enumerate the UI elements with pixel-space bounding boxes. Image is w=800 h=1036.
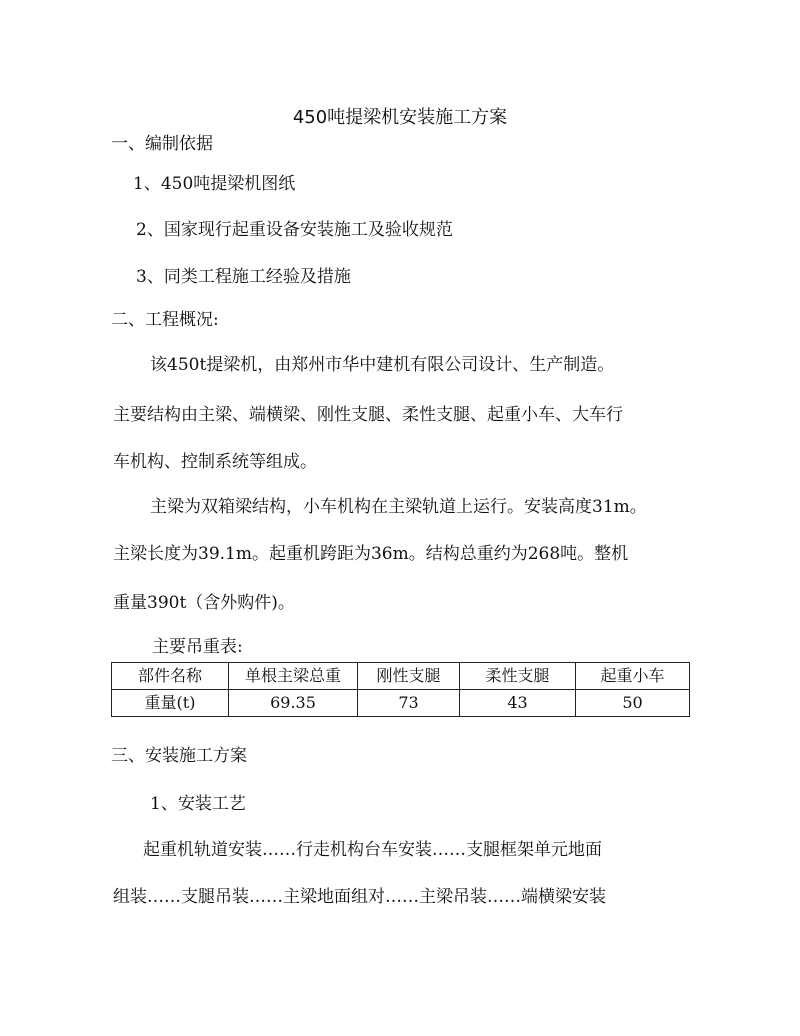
table-header-cell: 起重小车: [576, 663, 690, 690]
overview-paragraph-2-line-1: 主梁为双箱梁结构，小车机构在主梁轨道上运行。安装高度31m。: [150, 497, 647, 517]
section-3-heading: 三、安装施工方案: [111, 746, 247, 766]
table-cell: 重量(t): [112, 690, 229, 717]
document-title: 450吨提梁机安装施工方案: [292, 107, 508, 128]
overview-paragraph-1-line-1: 该450t提梁机，由郑州市华中建机有限公司设计、生产制造。: [150, 355, 615, 375]
table-cell: 69.35: [229, 690, 358, 717]
section-3-sub-1: 1、安装工艺: [150, 794, 246, 814]
table-cell: 50: [576, 690, 690, 717]
overview-paragraph-2-line-2: 主梁长度为39.1m。起重机跨距为36m。结构总重约为268吨。整机: [113, 544, 629, 564]
table-header-cell: 刚性支腿: [358, 663, 460, 690]
section-1-heading: 一、编制依据: [111, 134, 213, 154]
lifting-weight-table: [111, 662, 690, 717]
process-line-1: 起重机轨道安装……行走机构台车安装……支腿框架单元地面: [143, 840, 602, 860]
overview-paragraph-1-line-3: 车机构、控制系统等组成。: [113, 452, 317, 472]
table-cell: 73: [358, 690, 460, 717]
section-1-item-1: 1、450吨提梁机图纸: [133, 174, 296, 194]
table-header-cell: 部件名称: [112, 663, 229, 690]
table-caption: 主要吊重表:: [152, 637, 243, 657]
section-2-heading: 二、工程概况:: [111, 310, 219, 330]
table-header-cell: 单根主梁总重: [229, 663, 358, 690]
section-1-item-3: 3、同类工程施工经验及措施: [136, 267, 351, 287]
table-header-row: [112, 663, 690, 690]
table-row: [112, 690, 690, 717]
overview-paragraph-1-line-2: 主要结构由主梁、端横梁、刚性支腿、柔性支腿、起重小车、大车行: [113, 405, 623, 425]
process-line-2: 组装……支腿吊装……主梁地面组对……主梁吊装……端横梁安装: [113, 887, 606, 907]
overview-paragraph-2-line-3: 重量390t（含外购件)。: [113, 593, 295, 613]
section-1-item-2: 2、国家现行起重设备安装施工及验收规范: [136, 220, 453, 240]
table-cell: 43: [460, 690, 576, 717]
table-header-cell: 柔性支腿: [460, 663, 576, 690]
